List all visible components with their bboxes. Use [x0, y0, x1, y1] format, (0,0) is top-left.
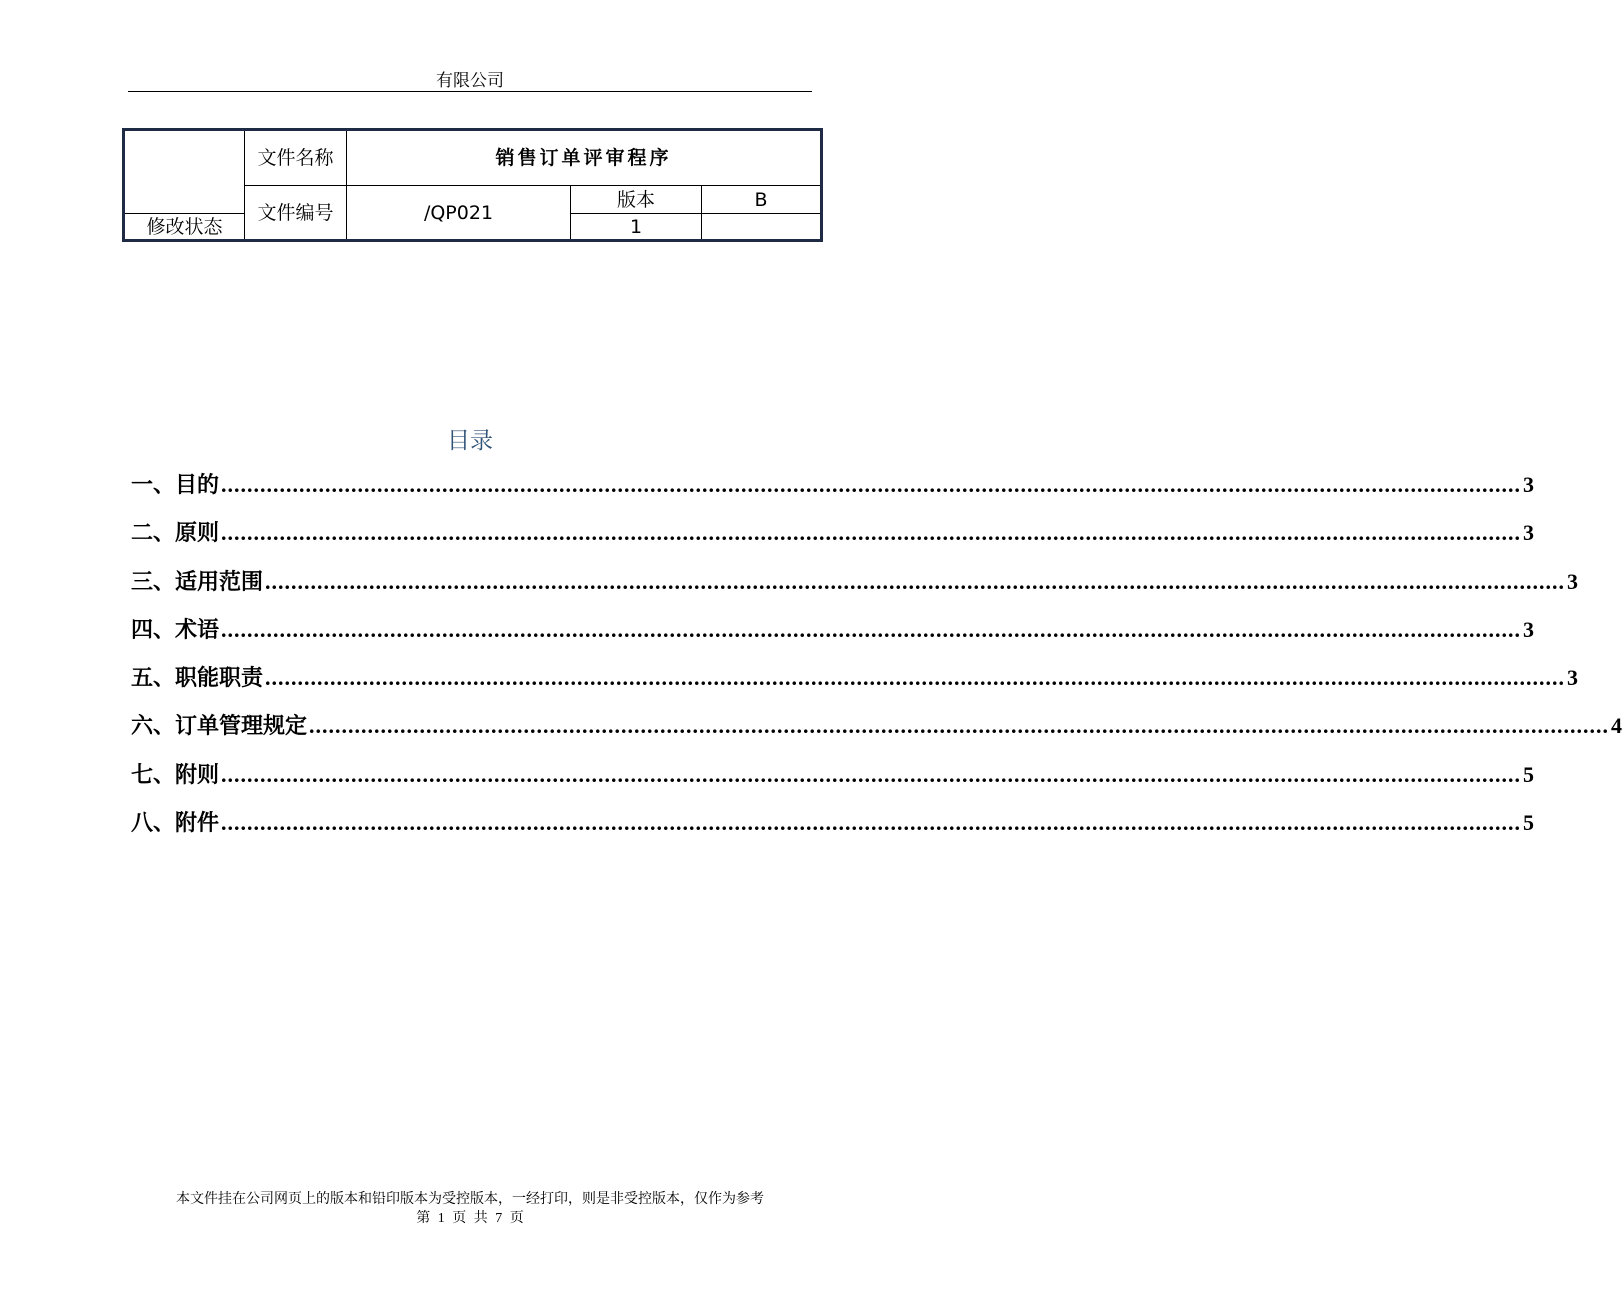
- revision-label: 修改状态: [124, 214, 245, 241]
- revision-value: 1: [571, 214, 702, 241]
- toc-page-number: 5: [1523, 761, 1535, 787]
- toc-entry-label: 二、原则: [131, 521, 220, 547]
- toc-entry-label: 五、职能职责: [131, 666, 264, 692]
- toc-page-number: 3: [1567, 665, 1579, 691]
- toc-entry-label: 八、附件: [131, 811, 220, 837]
- toc-entry[interactable]: [131, 613, 1535, 661]
- doc-number-label: 文件编号: [245, 186, 347, 241]
- toc-page-number: 3: [1523, 472, 1535, 497]
- footer-page-info: 第 1 页 共 7 页: [416, 1211, 524, 1226]
- toc-dot-leader: ........................................................................................................................................................................................................: [221, 520, 1522, 546]
- toc-page-number: 3: [1523, 520, 1535, 546]
- toc-entry[interactable]: [131, 661, 1579, 709]
- doc-number-value: /QP021: [347, 186, 571, 241]
- toc-page-number: 3: [1567, 568, 1579, 594]
- toc-entry[interactable]: [131, 468, 1535, 516]
- toc-dot-leader: ........................................................................................................................................................................................................: [221, 616, 1522, 642]
- version-label: 版本: [571, 186, 702, 214]
- toc-dot-leader: ........................................................................................................................................................................................................: [309, 713, 1610, 739]
- header-divider: [128, 91, 812, 92]
- doc-name-label: 文件名称: [245, 130, 347, 186]
- toc-dot-leader: ........................................................................................................................................................................................................: [265, 665, 1566, 691]
- toc-dot-leader: ........................................................................................................................................................................................................: [221, 761, 1522, 787]
- toc-entry-label: 四、术语: [131, 617, 220, 643]
- toc-entry[interactable]: [131, 758, 1535, 806]
- toc-entry-label: 七、附则: [131, 762, 220, 788]
- toc-page-number: 5: [1523, 810, 1535, 836]
- toc-entry-label: 三、适用范围: [131, 569, 264, 595]
- footer-note: 本文件挂在公司网页上的版本和铅印版本为受控版本，一经打印，则是非受控版本，仅作为参考: [176, 1192, 764, 1207]
- table-of-contents: [131, 468, 1622, 854]
- toc-title: 目录: [447, 428, 493, 454]
- toc-entry[interactable]: [131, 565, 1579, 613]
- toc-entry[interactable]: [131, 806, 1535, 854]
- toc-page-number: 3: [1523, 616, 1535, 642]
- toc-entry[interactable]: [131, 516, 1535, 564]
- version-value: B: [702, 186, 822, 214]
- logo-cell: [124, 130, 245, 214]
- doc-title: 销售订单评审程序: [347, 130, 822, 186]
- toc-dot-leader: ........................................................................................................................................................................................................: [221, 810, 1522, 836]
- toc-entry-label: 六、订单管理规定: [131, 714, 308, 740]
- toc-entry-label: 一、目的: [131, 473, 220, 498]
- company-header: 有限公司: [436, 71, 504, 91]
- toc-entry[interactable]: [131, 709, 1622, 757]
- toc-dot-leader: ........................................................................................................................................................................................................: [221, 472, 1522, 497]
- document-info-table: [122, 128, 823, 242]
- toc-page-number: 4: [1611, 713, 1622, 739]
- toc-dot-leader: ........................................................................................................................................................................................................: [265, 568, 1566, 594]
